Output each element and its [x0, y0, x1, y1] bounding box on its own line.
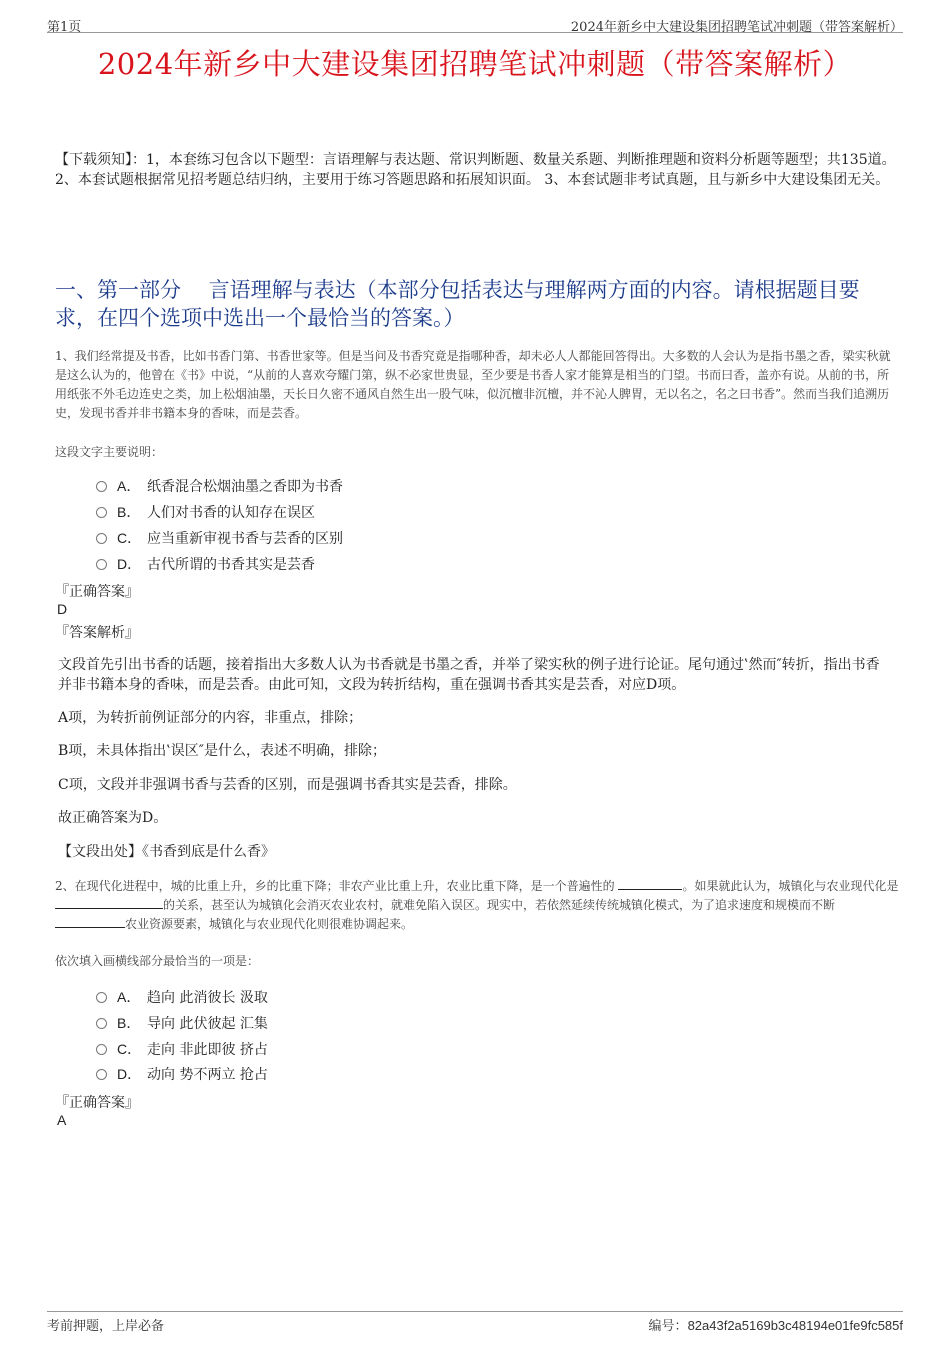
radio-icon[interactable]	[96, 1069, 107, 1080]
q1-answer-label: 『正确答案』	[55, 584, 139, 600]
q2-answer: A	[57, 1112, 67, 1128]
radio-icon[interactable]	[96, 559, 107, 570]
radio-icon[interactable]	[96, 481, 107, 492]
section-heading: 一、第一部分 言语理解与表达（本部分包括表达与理解两方面的内容。请根据题目要求，在四个选项中选出一个最恰当的答案。）	[55, 278, 860, 330]
q2-stem: 依次填入画横线部分最恰当的一项是：	[55, 954, 260, 968]
page-number: 第1页	[47, 20, 82, 35]
document-title: 2024年新乡中大建设集团招聘笔试冲刺题（带答案解析）	[97, 47, 853, 81]
page-header	[47, 14, 903, 33]
q1-source: 【文段出处】《书香到底是什么香》	[58, 844, 275, 860]
q1-analysis-conclusion: 故正确答案为D。	[58, 810, 168, 826]
q1-stem: 这段文字主要说明：	[55, 445, 164, 459]
footer-slogan: 考前押题，上岸必备	[47, 1319, 165, 1334]
q1-analysis-b: B项，未具体指出‛误区″是什么，表述不明确，排除；	[58, 743, 386, 759]
q1-passage: 1、我们经常提及书香，比如书香门第、书香世家等。但是当问及书香究竟是指哪种香，却未必人人都能回答得出。大多数的人会认为是指书墨之香，梁实秋就是这么认为的，他曾在《书》中说，“从前的人喜欢夸耀门第，纵不必家世贵显，至少要是书香人家才能算是相当的门望。书而曰香，盖亦有说。从前的书，所用纸张不外毛边连史之类，加上松烟油墨，天长日久密不通风自然生出一股气味，似沉檀非沉檀，并不沁人脾胃，无以名之，名之曰书香”。然而当我们追溯历史，发现书香并非书籍本身的香味，而是芸香。	[55, 349, 891, 420]
page-footer	[47, 1311, 903, 1334]
header-doc-title: 2024年新乡中大建设集团招聘笔试冲刺题（带答案解析）	[570, 20, 903, 35]
radio-icon[interactable]	[96, 533, 107, 544]
q2-answer-label: 『正确答案』	[55, 1095, 139, 1111]
q2-option-b[interactable]: B． 导向 此伏彼起 汇集	[96, 1013, 268, 1033]
download-notice: 【下载须知】：1，本套练习包含以下题型：言语理解与表达题、常识判断题、数量关系题、判断推理题和资料分析题等题型；共135道。 2、本套试题根据常见招考题总结归纳，主要用于练习答题思路和拓展知识面。 3、本套试题非考试真题，且与新乡中大建设集团无关。	[55, 152, 896, 188]
q2-passage: 2、在现代化进程中，城的比重上升，乡的比重下降；非农产业比重上升，农业比重下降，是一个普遍性的 。如果就此认为，城镇化与农业现代化是 的关系，甚至认为城镇化会消灭农业农村，就难免陷入误区。现实中，若依然延续传统城镇化模式，为了追求速度和规模而不断 农业资源要素，城镇化与农业现代化则很难协调起来。	[55, 879, 899, 931]
radio-icon[interactable]	[96, 992, 107, 1003]
q1-option-d[interactable]: D． 古代所谓的书香其实是芸香	[96, 554, 315, 574]
radio-icon[interactable]	[96, 1018, 107, 1029]
q2-option-d[interactable]: D． 动向 势不两立 抢占	[96, 1064, 268, 1084]
q1-option-c[interactable]: C． 应当重新审视书香与芸香的区别	[96, 528, 343, 548]
blank-2	[55, 896, 163, 909]
footer-code: 编号：82a43f2a5169b3c48194e01fe9fc585f	[648, 1318, 903, 1334]
q1-option-b[interactable]: B． 人们对书香的认知存在误区	[96, 502, 315, 522]
q1-analysis-label: 『答案解析』	[55, 625, 139, 641]
q1-analysis-para: 文段首先引出书香的话题，接着指出大多数人认为书香就是书墨之香，并举了梁实秋的例子进行论证。尾句通过‛然而″转折，指出书香并非书籍本身的香味，而是芸香。由此可知，文段为转折结构，重在强调书香其实是芸香，对应D项。	[58, 657, 880, 693]
q2-option-a[interactable]: A． 趋向 此消彼长 汲取	[96, 987, 268, 1007]
blank-1	[618, 877, 682, 890]
radio-icon[interactable]	[96, 507, 107, 518]
blank-3	[55, 915, 125, 928]
radio-icon[interactable]	[96, 1044, 107, 1055]
q1-answer: D	[57, 601, 68, 617]
q1-option-a[interactable]: A． 纸香混合松烟油墨之香即为书香	[96, 476, 343, 496]
q1-analysis-c: C项，文段并非强调书香与芸香的区别，而是强调书香其实是芸香，排除。	[58, 777, 517, 793]
q1-analysis-a: A项，为转折前例证部分的内容，非重点，排除；	[58, 710, 363, 726]
q2-option-c[interactable]: C． 走向 非此即彼 挤占	[96, 1039, 268, 1059]
